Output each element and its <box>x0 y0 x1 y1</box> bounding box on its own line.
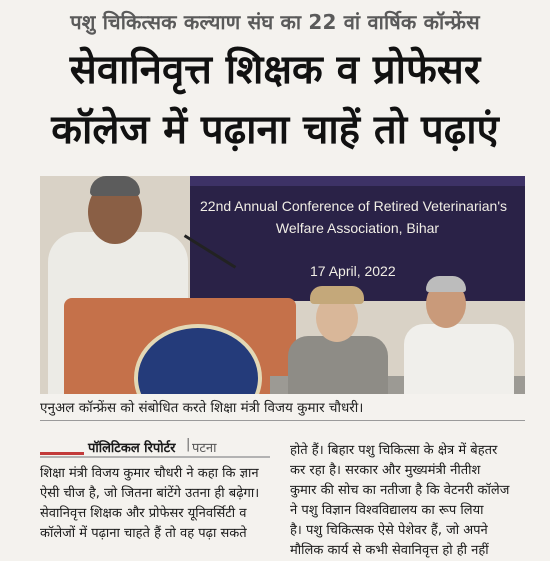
body-line: कर रहा है। सरकार और मुख्यमंत्री नीतीश <box>290 463 481 478</box>
photo-caption: एनुअल कॉन्फ्रेंस को संबोधित करते शिक्षा मंत्री विजय कुमार चौधरी। <box>40 400 364 416</box>
speaker-hair <box>90 176 140 196</box>
byline-separator: | <box>186 437 191 452</box>
banner-title: 22nd Annual Conference of Retired Veterinarian's <box>200 198 507 214</box>
kicker-headline: पशु चिकित्सक कल्याण संघ का 22 वां वार्षिक कॉन्फ्रेंस <box>70 10 480 34</box>
body-line: ने पशु विज्ञान विश्वविद्यालय का रूप लिया <box>290 503 484 518</box>
podium <box>64 298 296 394</box>
conference-banner <box>190 176 525 301</box>
caption-divider <box>40 420 525 421</box>
body-line: शिक्षा मंत्री विजय कुमार चौधरी ने कहा कि ज्ञान <box>40 466 259 481</box>
body-line: ऐसी चीज है, जो जितना बांटेंगे उतना ही बढ़ेगा। <box>40 486 260 501</box>
body-line: कॉलेजों में पढ़ाना चाहते हैं तो वह पढ़ा सकते <box>40 526 247 541</box>
news-photo <box>40 176 525 394</box>
body-line: मौलिक कार्य से कभी सेवानिवृत्त हो ही नहीं <box>290 543 489 558</box>
byline-city: पटना <box>192 441 217 456</box>
guest-2-hair <box>426 276 466 292</box>
guest-1-figure <box>288 336 388 394</box>
headline-line-1: सेवानिवृत्त शिक्षक व प्रोफेसर <box>69 47 481 93</box>
banner-subtitle: Welfare Association, Bihar <box>275 220 440 236</box>
body-line: है। पशु चिकित्सक ऐसे पेशेवर हैं, जो अपने <box>290 523 488 538</box>
banner-date: 17 April, 2022 <box>310 263 396 279</box>
body-line: होते हैं। बिहार पशु चिकित्सा के क्षेत्र में बेहतर <box>290 443 498 458</box>
guest-1-hat <box>310 286 364 304</box>
guest-2-figure <box>404 324 514 394</box>
headline-line-2: कॉलेज में पढ़ाना चाहें तो पढ़ाएं <box>51 107 499 153</box>
article-column-left <box>40 464 268 544</box>
byline-accent-bar <box>40 452 84 455</box>
body-line: कुमार की सोच का नतीजा है कि वेटनरी कॉलेज <box>290 483 510 498</box>
byline <box>40 436 270 458</box>
byline-reporter: पॉलिटिकल रिपोर्टर <box>88 441 176 456</box>
article-column-right <box>290 441 526 561</box>
podium-emblem <box>134 324 262 394</box>
banner-logo-strip <box>190 176 525 186</box>
body-line: सेवानिवृत्त शिक्षक और प्रोफेसर यूनिवर्सिटी व <box>40 506 247 521</box>
